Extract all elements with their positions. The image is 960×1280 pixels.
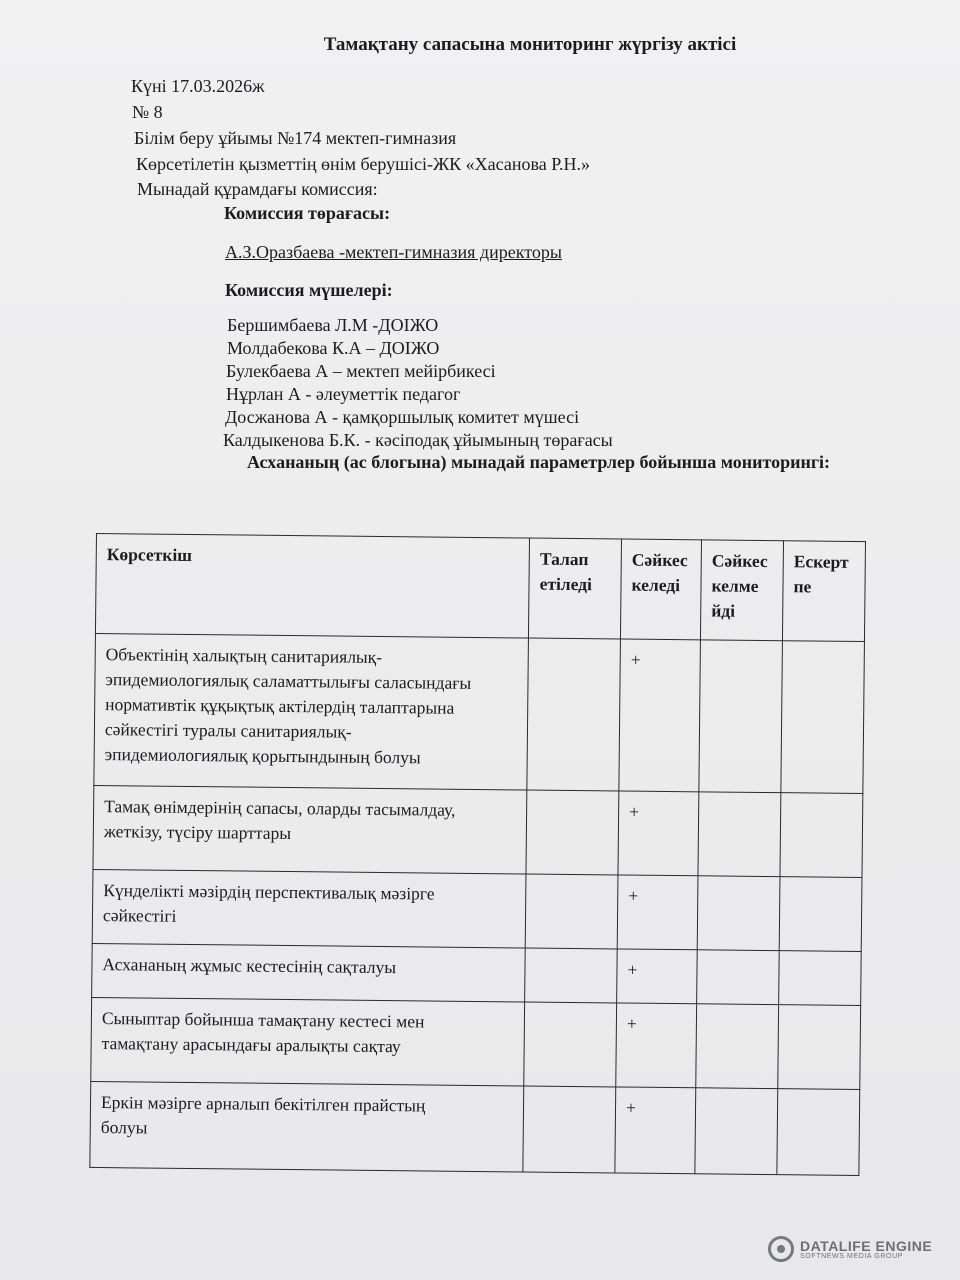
table-row (92, 869, 862, 951)
complies-cell: + (615, 1087, 696, 1174)
commission-intro: Мынадай құрамдағы комиссия: (137, 179, 378, 199)
header-not-complies: Сәйкес келме йді (700, 540, 783, 641)
table-row (93, 785, 863, 877)
not-complies-cell (698, 792, 781, 877)
indicator-cell: Асхананың жұмыс кестесінің сақталуы (92, 943, 526, 1002)
note-cell (780, 793, 863, 878)
note-cell (777, 1089, 860, 1176)
required-cell (525, 948, 617, 1003)
members-heading: Комиссия мүшелері: (225, 280, 393, 300)
member-item: Молдабекова К.А – ДОІЖО (227, 338, 440, 358)
note-cell (778, 1005, 861, 1090)
organization-line: Білім беру ұйымы №174 мектеп-гимназия (134, 128, 457, 148)
document-title: Тамақтану сапасына мониторинг жүргізу актісі (323, 34, 737, 55)
not-complies-cell (697, 950, 780, 1005)
indicator-cell: Күнделікті мәзірдің перспективалық мәзірге сәйкестігі (92, 869, 526, 948)
member-item: Бершимбаева Л.М -ДОІЖО (227, 315, 439, 335)
note-cell (781, 641, 865, 794)
table-row (91, 997, 861, 1089)
indicator-cell: Тамақ өнімдерінің сапасы, оларды тасымалдау, жеткізу, түсіру шарттары (93, 785, 527, 874)
complies-cell: + (617, 875, 698, 950)
required-cell (523, 1086, 616, 1173)
complies-cell: + (618, 791, 699, 876)
member-item: Нұрлан А - әлеуметтік педагог (226, 384, 461, 404)
not-complies-cell (699, 640, 783, 793)
header-complies: Сәйкес келеді (620, 539, 701, 640)
watermark (768, 1236, 932, 1262)
not-complies-cell (695, 1088, 778, 1175)
indicator-cell: Сыныптар бойынша тамақтану кестесі мен тамақтану арасындағы аралықты сақтау (91, 997, 525, 1086)
header-required: Талап етіледі (529, 538, 622, 639)
chair-name: А.З.Оразбаева -мектеп-гимназия директоры (225, 242, 562, 262)
required-cell (525, 874, 618, 949)
header-indicator: Көрсеткіш (95, 534, 529, 639)
header-note: Ескерт пе (782, 541, 865, 642)
watermark-tagline: SOFTNEWS MEDIA GROUP (800, 1253, 904, 1260)
indicator-cell: Еркін мәзірге арналып бекітілген прайстың болуы (90, 1081, 524, 1172)
note-cell (779, 951, 862, 1006)
table-row (92, 943, 862, 1005)
date-line: Күні 17.03.2026ж (131, 76, 265, 96)
provider-line: Көрсетілетін қызметтің өнім берушісі-ЖК «Хасанова Р.Н.» (136, 154, 590, 174)
complies-cell: + (619, 639, 701, 792)
table-header-row (95, 534, 865, 642)
chair-heading: Комиссия төрағасы: (224, 203, 391, 223)
monitoring-heading: Асхананың (ас блогына) мынадай параметрлер бойынша мониторингі: (247, 452, 831, 472)
required-cell (526, 790, 619, 875)
indicator-cell: Объектінің халықтың санитариялық- эпидемиологиялық саламаттылығы саласындағы нормативтік құқықтық актілердің талаптарына сәйкестігі туралы санитариялық- эпидемиологиялық қорытындының болуы (94, 633, 529, 790)
table-row (90, 1081, 860, 1175)
table-row (94, 633, 865, 793)
monitoring-table (89, 533, 866, 1176)
number-line: № 8 (132, 102, 163, 122)
required-cell (524, 1002, 617, 1087)
member-item: Калдыкенова Б.К. - кәсіподақ ұйымының төрағасы (223, 430, 613, 450)
complies-cell: + (617, 949, 698, 1004)
not-complies-cell (697, 876, 780, 951)
required-cell (527, 638, 621, 791)
note-cell (779, 877, 862, 952)
member-item: Булекбаева А – мектеп мейірбикесі (226, 361, 496, 381)
complies-cell: + (616, 1003, 697, 1088)
watermark-brand: DATALIFE ENGINE (800, 1238, 933, 1254)
not-complies-cell (696, 1004, 779, 1089)
member-item: Досжанова А - қамқоршылық комитет мүшесі (225, 407, 580, 427)
dle-logo-icon (768, 1236, 794, 1262)
